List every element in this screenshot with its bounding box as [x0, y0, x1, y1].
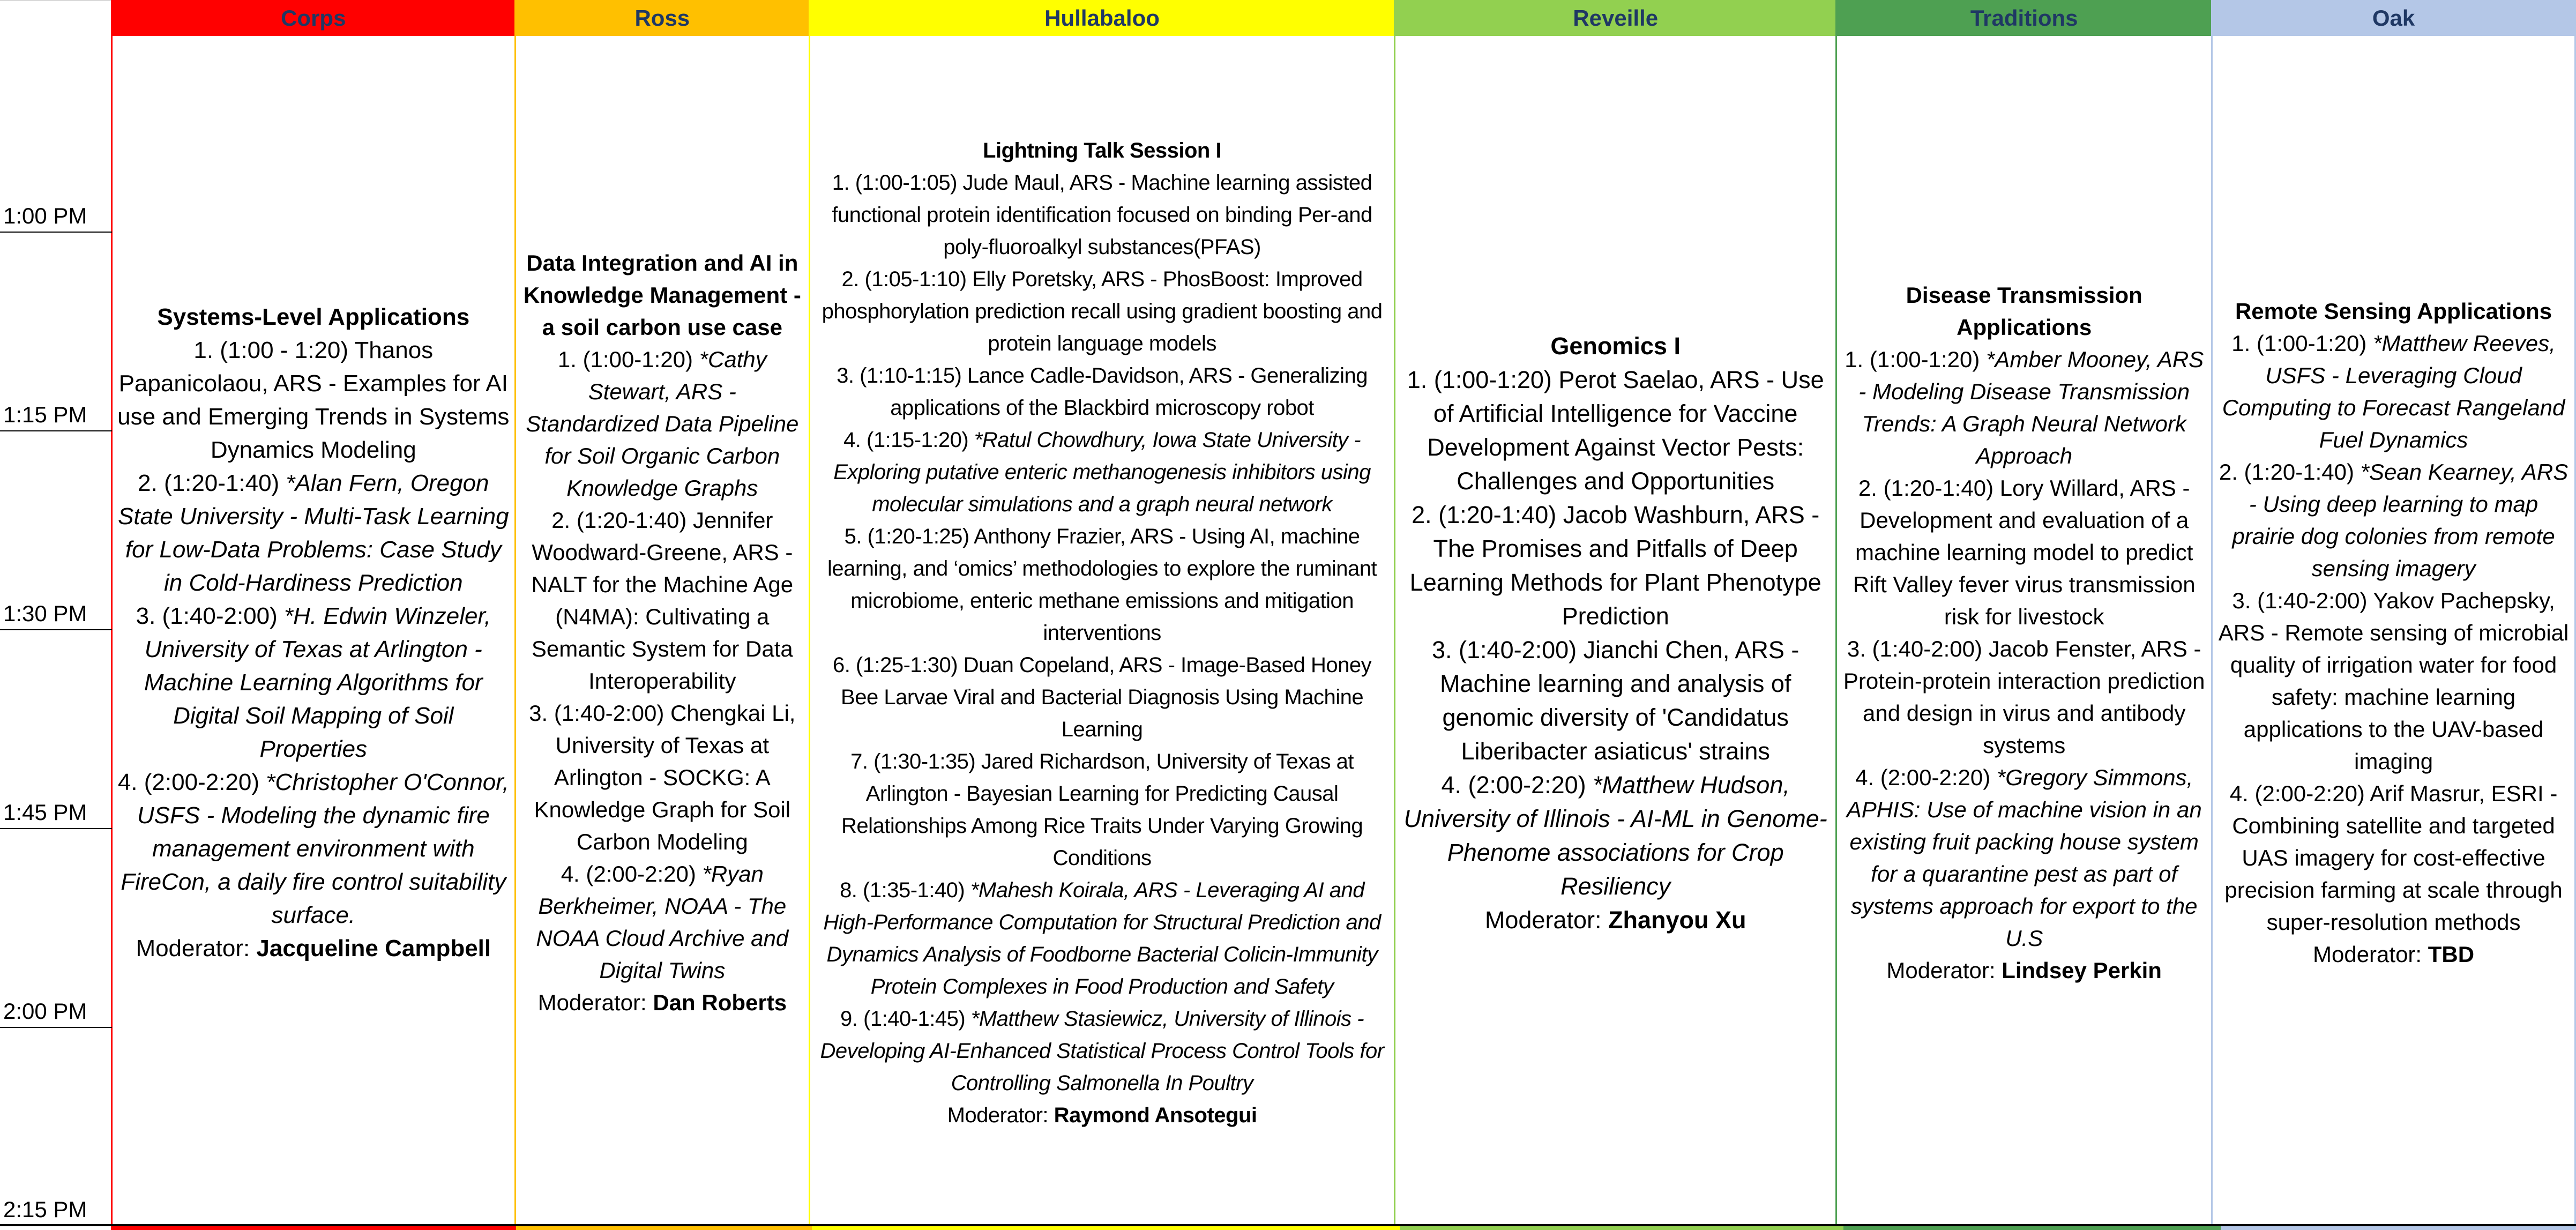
strip-reveille [1400, 1226, 1843, 1230]
session-item: 4. (2:00-2:20) Arif Masrur, ESRI - Combining satellite and targeted UAS imagery for cost-effective precision farming at scale through super-resolution methods [2224, 781, 2563, 935]
strip-corps [111, 1226, 516, 1230]
time-gridline [0, 430, 112, 431]
session-title: Remote Sensing Applications [2235, 299, 2552, 324]
time-gridline [0, 1027, 112, 1028]
session-item: 4. (2:00-2:20) *Matthew Hudson, University of Illinois - AI-ML in Genome-Phenome associations for Crop Resiliency [1403, 771, 1827, 900]
session-item: 1. (1:00-1:20) *Matthew Reeves, USFS - Leveraging Cloud Computing to Forecast Rangeland Fuel Dynamics [2222, 331, 2565, 452]
column-header-reveille: Reveille [1395, 0, 1835, 36]
strip-gutter [0, 1226, 111, 1230]
session-item: 7. (1:30-1:35) Jared Richardson, University of Texas at Arlington - Bayesian Learning for Predicting Causal Relationships Among Rice Traits Under Varying Growing Conditions [841, 750, 1363, 870]
session-title: Data Integration and AI in Knowledge Management - a soil carbon use case [523, 250, 801, 340]
session-item: 6. (1:25-1:30) Duan Copeland, ARS - Image-Based Honey Bee Larvae Viral and Bacterial Diagnosis Using Machine Learning [832, 653, 1372, 741]
session-item: 2. (1:20-1:40) Jennifer Woodward-Greene, ARS - NALT for the Machine Age (N4MA): Cultivating a Semantic System for Data Interoperability [531, 508, 794, 694]
column-header-oak: Oak [2213, 0, 2574, 36]
session-cell-reveille[interactable] [1395, 36, 1835, 1230]
strip-ross [516, 1226, 812, 1230]
time-gridline [0, 232, 112, 233]
time-label-2-00: 2:00 PM [3, 998, 87, 1024]
column-corps [111, 0, 514, 1230]
next-row-header-strip [0, 1226, 2576, 1230]
strip-oak [2221, 1226, 2576, 1230]
time-label-1-30: 1:30 PM [3, 601, 87, 626]
session-cell-hullabaloo[interactable] [810, 36, 1394, 1230]
session-item: 3. (1:10-1:15) Lance Cadle-Davidson, ARS - Generalizing applications of the Blackbird microscopy robot [837, 364, 1368, 420]
moderator-line: Moderator: TBD [2313, 942, 2475, 967]
session-item: 2. (1:20-1:40) *Alan Fern, Oregon State University - Multi-Task Learning for Low-Data Problems: Case Study in Cold-Hardiness Prediction [118, 470, 509, 596]
session-item: 4. (2:00-2:20) *Gregory Simmons, APHIS: Use of machine vision in an existing fruit packing house system for a quarantine pest as part of systems approach for export to the U.S [1846, 765, 2202, 951]
time-label-1-15: 1:15 PM [3, 402, 87, 427]
moderator-line: Moderator: Raymond Ansotegui [947, 1104, 1257, 1127]
session-title: Systems-Level Applications [157, 304, 470, 330]
session-item: 1. (1:00-1:20) *Amber Mooney, ARS - Modeling Disease Transmission Trends: A Graph Neural Network Approach [1845, 347, 2204, 468]
column-header-traditions: Traditions [1837, 0, 2211, 36]
session-item: 2. (1:20-1:40) *Sean Kearney, ARS - Using deep learning to map prairie dog colonies from remote sensing imagery [2219, 459, 2568, 581]
moderator-line: Moderator: Lindsey Perkin [1886, 958, 2162, 983]
session-item: 1. (1:00-1:05) Jude Maul, ARS - Machine learning assisted functional protein identification focused on binding Per-and poly-fluoroalkyl substances(PFAS) [832, 171, 1372, 259]
time-gridline [0, 629, 112, 630]
time-gutter [0, 0, 111, 1230]
session-cell-oak[interactable] [2213, 36, 2574, 1230]
session-item: 2. (1:20-1:40) Jacob Washburn, ARS - The Promises and Pitfalls of Deep Learning Methods for Plant Phenotype Prediction [1409, 501, 1821, 630]
session-item: 1. (1:00-1:20) Perot Saelao, ARS - Use of Artificial Intelligence for Vaccine Development Against Vector Pests: Challenges and Opportunities [1407, 366, 1824, 495]
strip-traditions [1843, 1226, 2221, 1230]
strip-hullabaloo [812, 1226, 1400, 1230]
column-hullabaloo [809, 0, 1394, 1230]
column-reveille [1394, 0, 1835, 1230]
moderator-line: Moderator: Zhanyou Xu [1484, 906, 1746, 934]
column-header-hullabaloo: Hullabaloo [810, 0, 1394, 36]
session-item: 1. (1:00-1:20) *Cathy Stewart, ARS - Standardized Data Pipeline for Soil Organic Carbon Knowledge Graphs [526, 347, 799, 501]
column-header-corps: Corps [113, 0, 514, 36]
session-item: 3. (1:40-2:00) *H. Edwin Winzeler, University of Texas at Arlington - Machine Learning Algorithms for Digital Soil Mapping of Soil Properties [136, 603, 491, 762]
time-label-1-00: 1:00 PM [3, 203, 87, 228]
time-label-1-45: 1:45 PM [3, 800, 87, 825]
session-cell-corps[interactable] [113, 36, 514, 1230]
column-ross [514, 0, 809, 1230]
moderator-line: Moderator: Jacqueline Campbell [136, 935, 491, 961]
session-item: 2. (1:05-1:10) Elly Poretsky, ARS - PhosBoost: Improved phosphorylation prediction recall using gradient boosting and protein language models [822, 267, 1383, 355]
session-title: Lightning Talk Session I [983, 139, 1222, 162]
session-item: 8. (1:35-1:40) *Mahesh Koirala, ARS - Leveraging AI and High-Performance Computation for Structural Prediction and Dynamics Analysis of Foodborne Bacterial Colicin-Immunity Protein Complexes in Food Production and Safety [823, 878, 1381, 998]
session-item: 3. (1:40-2:00) Chengkai Li, University of Texas at Arlington - SOCKG: A Knowledge Graph for Soil Carbon Modeling [529, 700, 796, 854]
session-cell-traditions[interactable] [1837, 36, 2211, 1230]
column-traditions [1835, 0, 2211, 1230]
session-item: 5. (1:20-1:25) Anthony Frazier, ARS - Using AI, machine learning, and ‘omics’ methodologies to explore the ruminant microbiome, enteric methane emissions and mitigation interventions [827, 525, 1377, 645]
moderator-line: Moderator: Dan Roberts [537, 990, 787, 1015]
time-gridline [0, 828, 112, 829]
session-item: 4. (2:00-2:20) *Christopher O'Connor, USFS - Modeling the dynamic fire management environment with FireCon, a daily fire control suitability surface. [117, 769, 509, 928]
session-title: Genomics I [1550, 332, 1681, 360]
session-title: Disease Transmission Applications [1906, 282, 2142, 340]
session-item: 1. (1:00 - 1:20) Thanos Papanicolaou, ARS - Examples for AI use and Emerging Trends in Systems Dynamics Modeling [117, 337, 510, 463]
session-cell-ross[interactable] [516, 36, 809, 1230]
session-item: 9. (1:40-1:45) *Matthew Stasiewicz, University of Illinois - Developing AI-Enhanced Statistical Process Control Tools for Controlling Salmonella In Poultry [820, 1007, 1384, 1095]
session-item: 3. (1:40-2:00) Jacob Fenster, ARS - Protein-protein interaction prediction and design in virus and antibody systems [1843, 636, 2205, 758]
session-item: 4. (2:00-2:20) *Ryan Berkheimer, NOAA - The NOAA Cloud Archive and Digital Twins [536, 861, 789, 983]
session-item: 2. (1:20-1:40) Lory Willard, ARS - Development and evaluation of a machine learning model to predict Rift Valley fever virus transmission risk for livestock [1853, 475, 2196, 629]
session-item: 4. (1:15-1:20) *Ratul Chowdhury, Iowa State University - Exploring putative enteric methanogenesis inhibitors using molecular simulations and a graph neural network [833, 428, 1371, 516]
column-oak [2211, 0, 2576, 1230]
column-header-ross: Ross [516, 0, 809, 36]
session-item: 3. (1:40-2:00) Jianchi Chen, ARS - Machine learning and analysis of genomic diversity of 'Candidatus Liberibacter asiaticus' strains [1432, 636, 1800, 765]
session-item: 3. (1:40-2:00) Yakov Pachepsky, ARS - Remote sensing of microbial quality of irrigation water for food safety: machine learning applications to the UAV-based imaging [2218, 588, 2569, 774]
time-label-2-15: 2:15 PM [3, 1197, 87, 1222]
